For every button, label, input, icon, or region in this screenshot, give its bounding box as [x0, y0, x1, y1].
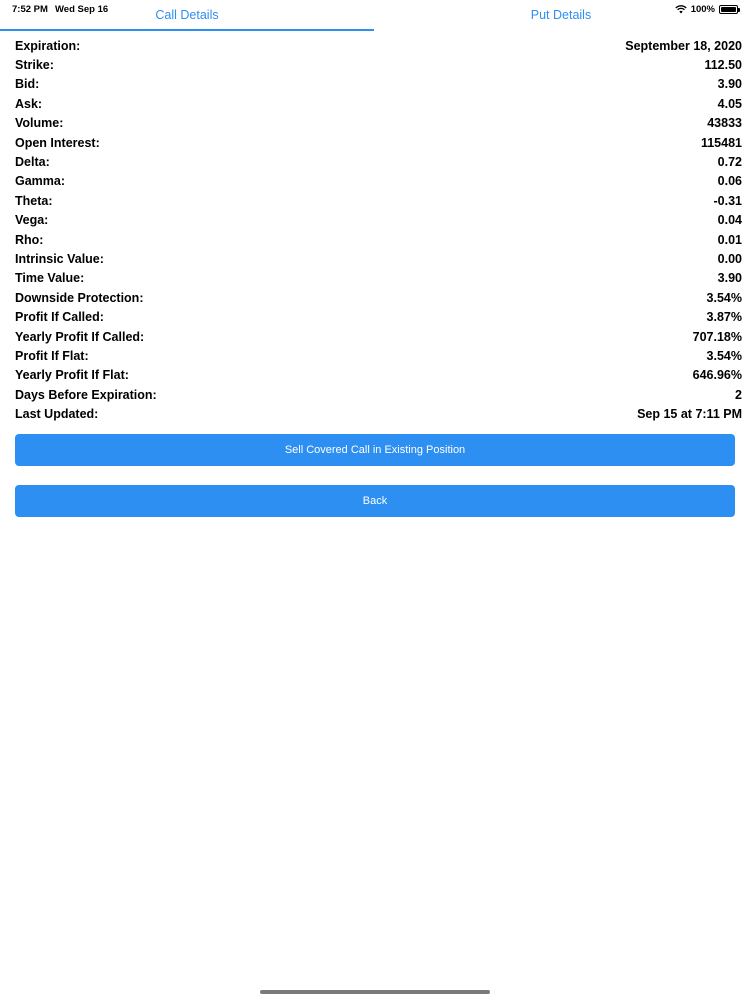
detail-value: 3.54%: [706, 290, 742, 305]
status-date: Wed Sep 16: [55, 4, 109, 15]
sell-covered-call-button[interactable]: Sell Covered Call in Existing Position: [15, 434, 735, 466]
detail-value: 0.04: [717, 213, 742, 228]
detail-label: Delta:: [15, 155, 50, 170]
detail-label: Vega:: [15, 213, 49, 228]
selected-tab-indicator: [0, 29, 374, 31]
detail-value: 0.01: [717, 232, 742, 247]
back-button[interactable]: Back: [15, 485, 735, 517]
detail-row-days-before-expiration: [15, 385, 742, 404]
detail-value: 112.50: [704, 58, 742, 73]
detail-label: Profit If Called:: [15, 310, 104, 325]
detail-row-time-value: [15, 269, 742, 288]
option-details-list: [15, 36, 742, 424]
detail-label: Open Interest:: [15, 135, 100, 150]
detail-label: Gamma:: [15, 174, 66, 189]
tab-call-details[interactable]: Call Details: [155, 8, 219, 22]
detail-row-expiration: [15, 36, 742, 55]
detail-row-yearly-profit-if-flat: [15, 366, 742, 385]
detail-value: 115481: [700, 135, 742, 150]
detail-row-profit-if-called: [15, 307, 742, 326]
detail-value: September 18, 2020: [625, 38, 742, 53]
detail-value: 0.72: [717, 155, 742, 170]
detail-value: -0.31: [713, 193, 742, 208]
detail-value: Sep 15 at 7:11 PM: [637, 407, 742, 422]
detail-value: 3.90: [717, 77, 742, 92]
detail-row-rho: [15, 230, 742, 249]
detail-row-vega: [15, 211, 742, 230]
battery-percent: 100%: [690, 4, 715, 15]
tab-bar: [0, 0, 750, 31]
detail-value: 43833: [707, 116, 742, 131]
detail-row-ask: [15, 94, 742, 113]
detail-label: Strike:: [15, 58, 54, 73]
detail-value: 2: [735, 387, 742, 402]
detail-row-theta: [15, 191, 742, 210]
detail-label: Time Value:: [15, 271, 85, 286]
detail-label: Volume:: [15, 116, 64, 131]
home-indicator[interactable]: [260, 990, 490, 994]
detail-row-bid: [15, 75, 742, 94]
detail-row-open-interest: [15, 133, 742, 152]
detail-label: Ask:: [15, 96, 43, 111]
detail-label: Theta:: [15, 193, 53, 208]
detail-label: Bid:: [15, 77, 40, 92]
detail-row-intrinsic-value: [15, 249, 742, 268]
detail-label: Downside Protection:: [15, 290, 144, 305]
detail-value: 4.05: [717, 96, 742, 111]
detail-value: 3.87%: [706, 310, 742, 325]
detail-row-gamma: [15, 172, 742, 191]
status-time: 7:52 PM: [12, 4, 48, 15]
detail-row-yearly-profit-if-called: [15, 327, 742, 346]
detail-label: Days Before Expiration:: [15, 387, 157, 402]
detail-row-profit-if-flat: [15, 346, 742, 365]
detail-value: 646.96%: [692, 368, 742, 383]
detail-label: Rho:: [15, 232, 44, 247]
detail-row-last-updated: [15, 404, 742, 423]
detail-value: 3.54%: [706, 348, 742, 363]
detail-row-volume: [15, 114, 742, 133]
detail-row-delta: [15, 152, 742, 171]
detail-label: Expiration:: [15, 38, 81, 53]
detail-value: 0.06: [717, 174, 742, 189]
detail-label: Intrinsic Value:: [15, 251, 104, 266]
detail-value: 3.90: [717, 271, 742, 286]
tab-put-details[interactable]: Put Details: [530, 8, 592, 22]
detail-row-downside-protection: [15, 288, 742, 307]
detail-value: 0.00: [717, 251, 742, 266]
detail-label: Yearly Profit If Flat:: [15, 368, 129, 383]
detail-label: Last Updated:: [15, 407, 99, 422]
detail-label: Profit If Flat:: [15, 348, 89, 363]
detail-label: Yearly Profit If Called:: [15, 329, 145, 344]
detail-row-strike: [15, 55, 742, 74]
detail-value: 707.18%: [692, 329, 742, 344]
